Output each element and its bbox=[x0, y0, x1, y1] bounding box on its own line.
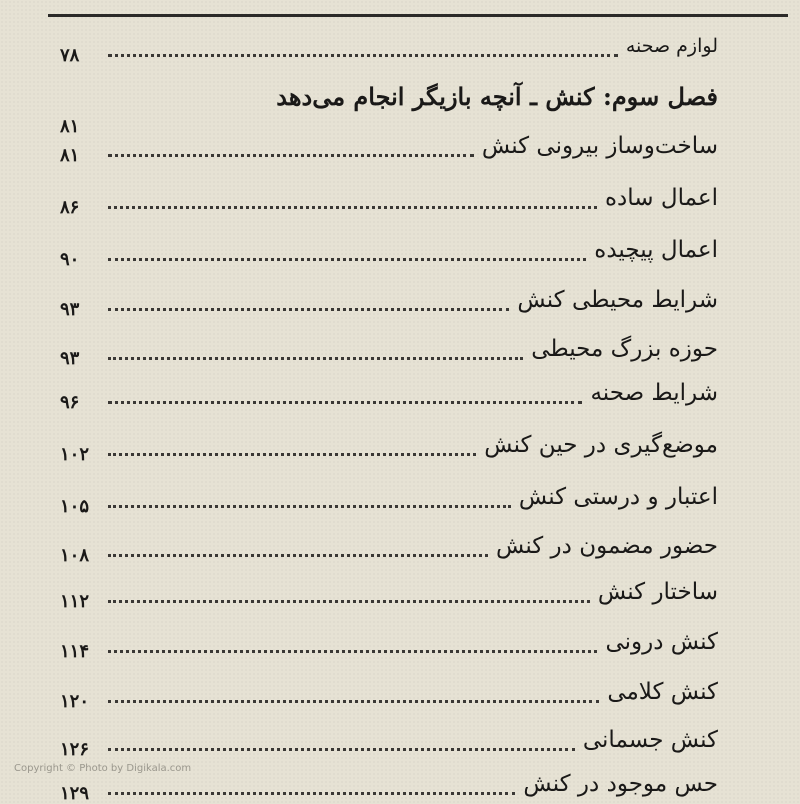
entry-page-number: ۹۶ bbox=[60, 391, 80, 413]
dot-leader bbox=[108, 748, 575, 751]
toc-row bbox=[60, 622, 718, 662]
toc-row bbox=[60, 572, 718, 612]
entry-title: کنش کلامی bbox=[607, 679, 718, 705]
toc-row bbox=[60, 373, 718, 413]
entry-title: موضع‌گیری در حین کنش bbox=[484, 432, 718, 458]
entry-page-number: ۸۱ bbox=[60, 144, 80, 166]
dot-leader bbox=[108, 258, 586, 261]
entry-page-number: ۱۱۲ bbox=[60, 590, 90, 612]
dot-leader bbox=[108, 650, 597, 653]
top-rule bbox=[48, 14, 788, 17]
entry-page-number: ۱۲۰ bbox=[60, 690, 90, 712]
dot-leader bbox=[108, 154, 474, 157]
entry-title: شرایط صحنه bbox=[590, 380, 718, 406]
entry-title: حوزه بزرگ محیطی bbox=[531, 336, 718, 362]
toc-row bbox=[60, 526, 718, 566]
entry-page-number: ۸۶ bbox=[60, 196, 80, 218]
entry-page-number: ۸۱ bbox=[60, 115, 80, 137]
entry-page-number: ۱۱۴ bbox=[60, 640, 90, 662]
toc-row bbox=[60, 329, 718, 369]
entry-page-number: ۱۲۹ bbox=[60, 782, 90, 804]
entry-page-number: ۹۰ bbox=[60, 248, 80, 270]
dot-leader bbox=[108, 554, 488, 557]
entry-title: کنش جسمانی bbox=[582, 727, 718, 753]
entry-title: ساختار کنش bbox=[597, 579, 718, 605]
entry-title: ساخت‌وساز بیرونی کنش bbox=[481, 133, 718, 159]
entry-title: اعمال پیچیده bbox=[594, 237, 718, 263]
dot-leader bbox=[108, 401, 582, 404]
dot-leader bbox=[108, 453, 476, 456]
toc-row bbox=[60, 477, 718, 517]
entry-title: حس موجود در کنش bbox=[523, 771, 718, 797]
copyright-watermark: Copyright © Photo by Digikala.com bbox=[14, 763, 192, 774]
toc-row bbox=[60, 178, 718, 218]
entry-title: اعمال ساده bbox=[604, 185, 718, 211]
entry-page-number: ۷۸ bbox=[60, 44, 80, 66]
entry-page-number: ۱۲۶ bbox=[60, 738, 90, 760]
toc-row bbox=[60, 126, 718, 166]
dot-leader bbox=[108, 206, 597, 209]
entry-page-number: ۱۰۲ bbox=[60, 443, 90, 465]
entry-page-number: ۱۰۸ bbox=[60, 544, 90, 566]
dot-leader bbox=[108, 54, 618, 57]
entry-title: کنش درونی bbox=[605, 629, 718, 655]
dot-leader bbox=[108, 600, 590, 603]
entry-title: حضور مضمون در کنش bbox=[496, 533, 718, 559]
entry-title: شرایط محیطی کنش bbox=[517, 287, 718, 313]
dot-leader bbox=[108, 308, 509, 311]
chapter-heading: فصل سوم: کنش ـ آنچه بازیگر انجام می‌دهد bbox=[276, 81, 718, 111]
toc-row bbox=[60, 720, 718, 760]
toc-row bbox=[60, 280, 718, 320]
dot-leader bbox=[108, 700, 599, 703]
entry-page-number: ۹۳ bbox=[60, 298, 80, 320]
toc-row bbox=[60, 230, 718, 270]
dot-leader bbox=[108, 505, 511, 508]
entry-title: اعتبار و درستی کنش bbox=[518, 484, 718, 510]
dot-leader bbox=[108, 792, 515, 795]
toc-row bbox=[60, 672, 718, 712]
entry-title: لوازم صحنه bbox=[625, 35, 718, 57]
toc-row bbox=[60, 425, 718, 465]
entry-page-number: ۱۰۵ bbox=[60, 495, 90, 517]
toc-row bbox=[60, 26, 718, 66]
dot-leader bbox=[108, 357, 523, 360]
entry-page-number: ۹۳ bbox=[60, 347, 80, 369]
